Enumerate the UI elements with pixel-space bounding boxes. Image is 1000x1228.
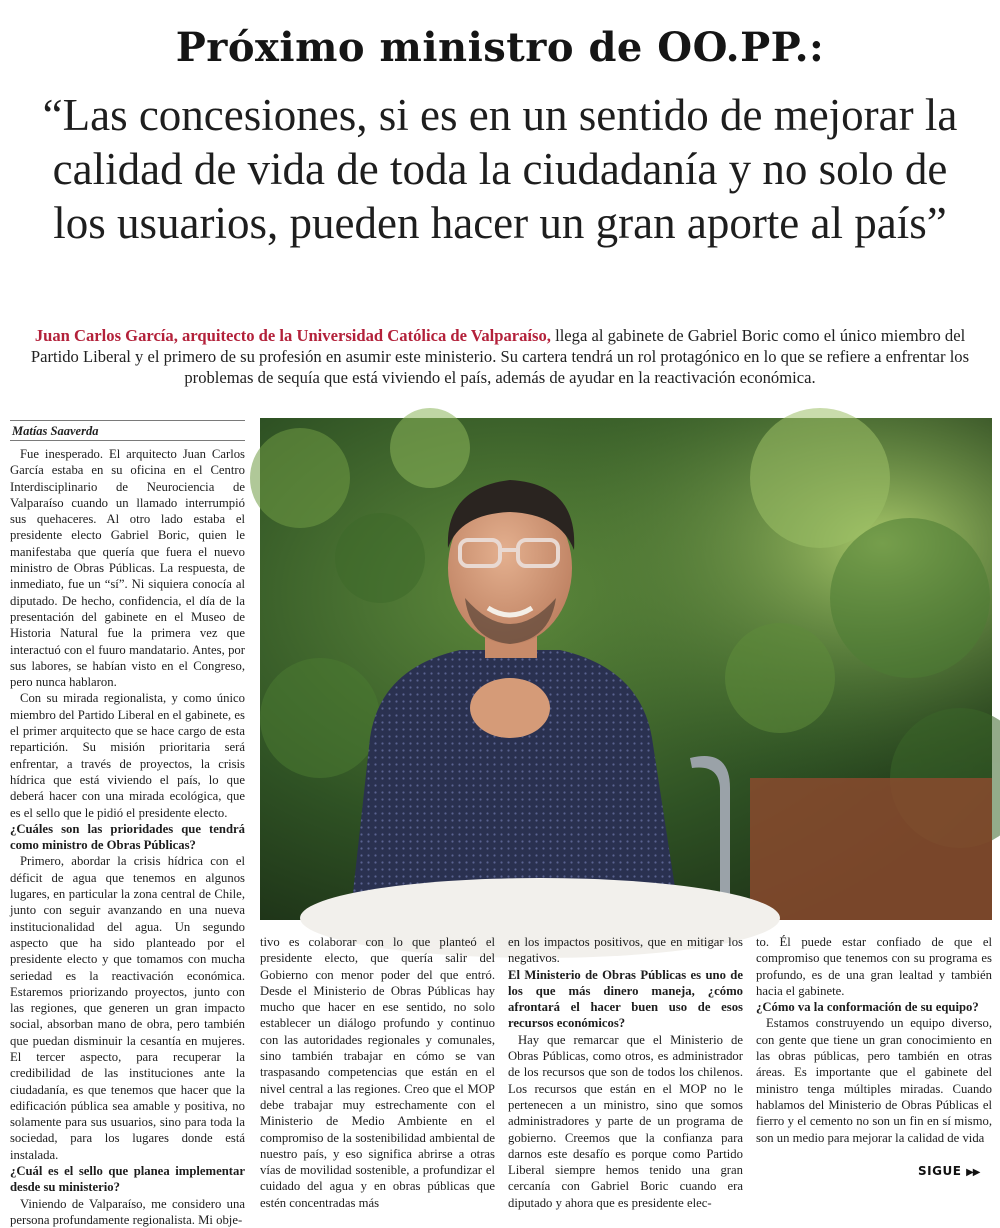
paragraph: tivo es colaborar con lo que planteó el presidente electo, que quería salir del Gobierno con menor poder del que entró. Desde el Ministerio de Obras Públicas hay mucho que hacer en ese sentido, no solo establecer un diálogo profundo y continuo con las autoridades regionales y comunales, sino también trabajar en cómo se van traspasando competencias que están en el nivel central a las regiones. Creo que el MOP debe trabajar muy estrechamente con el Ministerio de Medio Ambiente en el compromiso de la sostenibilidad ambiental de nuestro país, y eso significa abrirse a otras vías de movilidad sostenible, a profundizar el cuidado del agua y en obras públicas que estén concentradas más (260, 935, 495, 1210)
paragraph: Fue inesperado. El arquitecto Juan Carlos García estaba en su oficina en el Centro Interdisciplinario de Neurociencia de Valparaíso cuando un llamado interrumpió sus quehaceres. Al otro lado estaba el presidente electo Gabriel Boric, quien le manifestaba que quería que fuera el nuevo ministro de Obras Públicas. La respuesta, de inmediato, fue un “sí”. Ni siquiera conocía al diputado. De hecho, confidencia, el día de la presentación del gabinete en el Museo de Historia Natural fue la primera vez que interactuó con el fuuro mandatario. Antes, por sus labores, se habían visto en el Congreso, pero nunca hablaron. (10, 447, 245, 690)
pull-quote: “Las concesiones, si es en un sentido de mejorar la calidad de vida de toda la ciudadanía y no solo de los usuarios, pueden hacer un gran aporte al país” (42, 90, 958, 248)
paragraph: Viniendo de Valparaíso, me considero una persona profundamente regionalista. Mi obje- (10, 1196, 245, 1227)
interview-question: ¿Cuáles son las prioridades que tendrá como ministro de Obras Públicas? (10, 821, 245, 853)
continue-label: SIGUE (918, 1164, 962, 1178)
interview-question: ¿Cuál es el sello que planea implementar desde su ministerio? (10, 1164, 245, 1195)
interview-question: ¿Cómo va la conformación de su equipo? (756, 1000, 979, 1015)
paragraph: to. Él puede estar confiado de que el compromiso que tenemos con su programa es profundo, es de una gran lealtad y también hacia el gabinete. (756, 935, 992, 998)
continue-marker (918, 1164, 979, 1178)
lede-text: llega al gabinete de Gabriel Boric como el único miembro del Partido Liberal y el primero de su profesión en asumir este ministerio. Su cartera tendrá un rol protagónico en lo que se refiere a enfrentar los problemas de sequía que está viviendo el país, además de ayudar en la reactivación económica. (30, 326, 970, 387)
paragraph: Estamos construyendo un equipo diverso, con gente que tiene un gran conocimiento en las obras públicas, pero también en otras áreas. Es importante que el gabinete del ministro tenga múltiples miradas. Cuando hablamos del Ministerio de Obras Públicas el fierro y el cemento no son un fin en sí mismo, son un medio para mejorar la calidad de vida (756, 1016, 992, 1145)
byline-rule-bottom (10, 440, 245, 441)
byline-rule-top (10, 420, 245, 421)
portrait-photo (260, 418, 992, 920)
paragraph: Primero, abordar la crisis hídrica con el déficit de agua que tenemos en algunos lugares, en particular la zona central de Chile, junto con seguir avanzando en una nueva institucionalidad del agua. Un segundo aspecto que ha sido planteado por el presidente electo y que tomamos con mucha seriedad es la reactivación económica. Estaremos priorizando proyectos, junto con las regiones, que generen un gran impacto social, absorban mano de obra, pero también que puedan disminuir la cesantía en mujeres. El tercer aspecto, para recuperar la credibilidad de las instituciones ante la ciudadanía, es que tenemos que hacer que la edificación pública sea amable y positiva, no solamente para sus usuarios, sino para toda la sociedad, para los lugares donde está instalada. (10, 854, 245, 1162)
paragraph: Hay que remarcar que el Ministerio de Obras Públicas, como otros, es administrador de los recursos que son de todos los chilenos. Los recursos que están en el MOP no le pertenecen a un ministro, sino que somos administradores y parte de un programa de gobierno. Creemos que la confianza para darnos este desafío es porque como Partido Liberal siempre hemos tenido una gran cercanía con Gabriel Boric cuando era diputado y ahora que es presidente elec- (508, 1032, 743, 1210)
interview-question: El Ministerio de Obras Públicas es uno de los que más dinero maneja, ¿cómo afrontará el hacer buen uso de esos recursos económicos? (508, 967, 743, 1031)
paragraph: en los impactos positivos, que en mitigar los negativos. (508, 935, 743, 966)
lede-highlight: Juan Carlos García, arquitecto de la Universidad Católica de Valparaíso, (34, 326, 551, 345)
column-2 (260, 934, 495, 1211)
column-4 (756, 934, 992, 1146)
headline: Próximo ministro de OO.PP.: (175, 24, 825, 71)
double-right-arrow-icon: ▶▶ (966, 1167, 980, 1178)
paragraph: Con su mirada regionalista, y como único miembro del Partido Liberal en el gabinete, es el primer arquitecto que se hace cargo de esta repartición. Su misión prioritaria será enfrentar, a través de proyectos, la crisis hídrica que está viviendo el país, lo que deberá hacer con una mirada ecológica, que es el sello que le pidió el presidente electo. (10, 691, 245, 820)
lede (12, 325, 988, 388)
byline: Matías Saaverda (12, 424, 99, 438)
portrait-illustration (260, 418, 992, 920)
column-3 (508, 934, 743, 1211)
column-1 (10, 446, 245, 1228)
